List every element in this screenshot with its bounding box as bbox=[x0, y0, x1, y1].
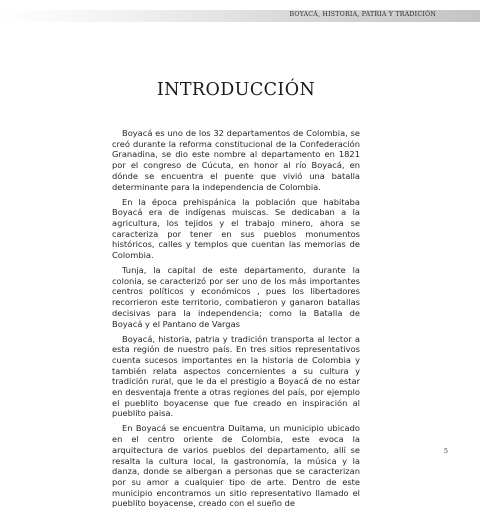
paragraph-4: Boyacá, historia, patria y tradición transporta al lector a esta región de nuestro país. En tres sitios representativos cuenta sucesos importantes en la historia de Colombia y también relata aspectos concernientes a su cultura y tradición rural, que le da el prestigio a Boyacá de no estar en desventaja frente a otras regiones del país, por ejemplo el pueblito boyacense que fue creado en inspiración al pueblito paisa. bbox=[112, 333, 360, 419]
running-head: BOYACÁ, HISTORIA, PATRIA Y TRADICIÓN bbox=[289, 11, 436, 18]
paragraph-2: En la época prehispánica la población que habitaba Boyacá era de indígenas muiscas. Se dedicaban a la agricultura, los tejidos y el trabajo minero, ahora se caracteriza por tener en sus pueblos monumentos históricos, calles y templos que cuentan las memorias de Colombia. bbox=[112, 196, 360, 261]
page-number: 5 bbox=[443, 447, 448, 455]
paragraph-3: Tunja, la capital de este departamento, durante la colonia, se caracterizó por ser uno de los más importantes centros políticos y económicos , pues los libertadores recorrieron este territorio, combatieron y ganaron batallas decisivas para la independencia; como la Batalla de Boyacá y el Pantano de Vargas bbox=[112, 265, 360, 329]
paragraph-5: En Boyacá se encuentra Duitama, un municipio ubicado en el centro oriente de Colombia, este evoca la arquitectura de varios pueblos del departamento, allí se resalta la cultura local, la gastronomía, la música y la danza, donde se albergan a personas que se caracterizan por su amor a cualquier tipo de arte. Dentro de este municipio encontramos un sitio representativo llamado el pueblito boyacense, creado con el sueño de bbox=[112, 423, 360, 509]
chapter-title: INTRODUCCIÓN bbox=[156, 80, 316, 100]
body-text bbox=[112, 128, 360, 513]
paragraph-1: Boyacá es uno de los 32 departamentos de Colombia, se creó durante la reforma constitucional de la Confederación Granadina, se dio este nombre al departamento en 1821 por el congreso de Cúcuta, en honor al río Boyacá, en dónde se encuentra el puente que vivió una batalla determinante para la independencia de Colombia. bbox=[112, 128, 360, 192]
